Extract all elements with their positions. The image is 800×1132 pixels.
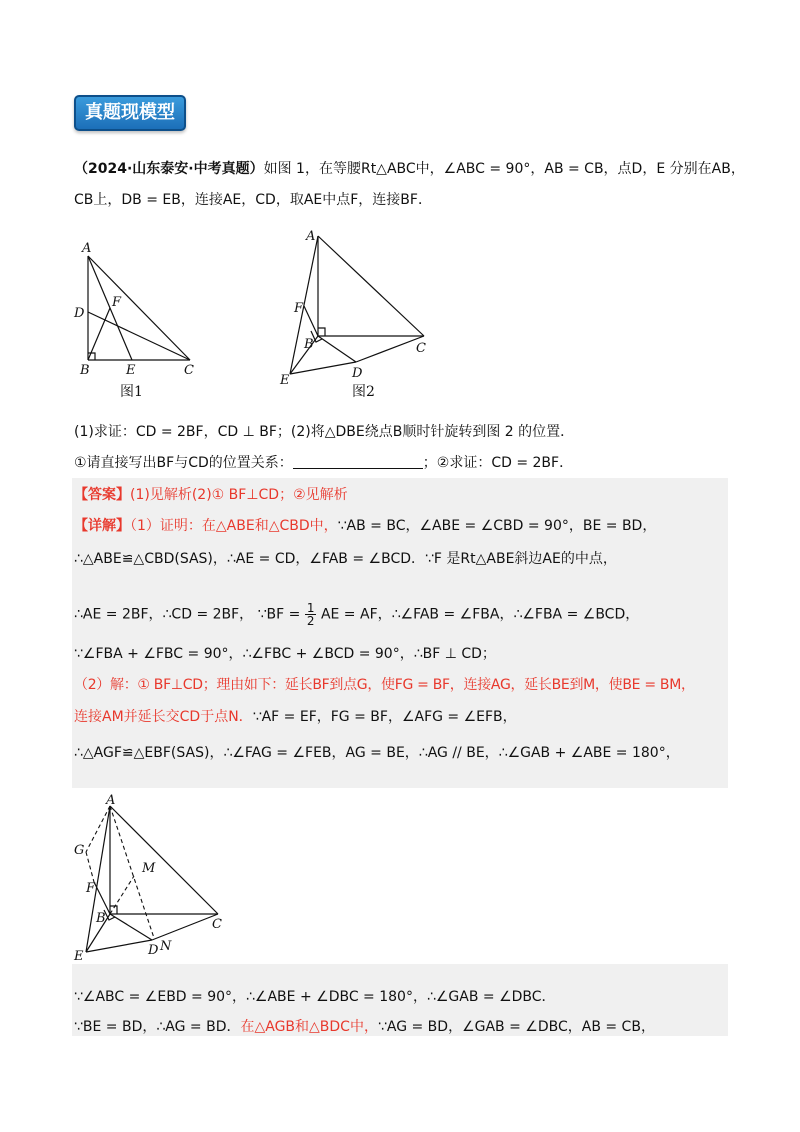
fig2-segment-DC	[356, 336, 424, 362]
detail-line-3	[74, 602, 639, 627]
tail-2b: 在△AGB和△BDC中，	[240, 1019, 378, 1035]
fraction-numerator: 1	[306, 601, 315, 615]
fig3-segment-AC	[110, 806, 218, 914]
answer-label: 【答案】	[74, 487, 130, 503]
section-title-badge: 真题现模型	[74, 95, 186, 131]
detail-6b: ∵AF = EF，FG = BF，∠AFG = ∠EFB，	[252, 709, 517, 725]
detail-1b: ∵AB = BC，∠ABE = ∠CBD = 90°，BE = BD，	[337, 518, 657, 534]
question-2b: ；②求证：CD = 2BF．	[422, 455, 574, 471]
detail-1a: （1）证明：在△ABE和△CBD中，	[130, 518, 338, 534]
detail-line-7: ∴△AGF≌△EBF(SAS)，∴∠FAG = ∠FEB，AG = BE，∴AG // BE，∴∠GAB + ∠ABE = 180°，	[74, 745, 680, 761]
fig1-label-B: B	[80, 363, 90, 378]
fig2-caption: 图2	[352, 384, 375, 400]
fig3-label-G: G	[74, 843, 85, 858]
fig2-label-D: D	[352, 366, 363, 381]
fig3-segment-BD	[110, 914, 152, 940]
question-2a: ①请直接写出BF与CD的位置关系：	[74, 455, 293, 471]
detail-line-1	[74, 515, 656, 535]
question-2	[74, 452, 573, 472]
fig2-label-B: B	[304, 337, 314, 352]
fig3-label-N: N	[160, 939, 172, 954]
problem-text-1: 如图 1，在等腰Rt△ABC中，∠ABC = 90°，AB = CB，点D，E 分别在AB，	[263, 161, 745, 177]
tail-line-2	[74, 1016, 655, 1036]
detail-3a: ∴AE = 2BF，∴CD = 2BF，	[74, 606, 254, 623]
fig3-label-A: A	[106, 793, 116, 808]
question-1: (1)求证：CD = 2BF，CD ⊥ BF；(2)将△DBE绕点B顺时针旋转到图 2 的位置．	[74, 424, 575, 440]
fig2-label-A: A	[306, 229, 316, 244]
fig1-label-C: C	[184, 363, 194, 378]
fraction-denominator: 2	[306, 614, 315, 628]
fig3-label-M: M	[142, 861, 156, 876]
fig2-label-C: C	[416, 341, 426, 356]
fig3-label-D: D	[148, 943, 159, 958]
fig3-label-B: B	[96, 911, 106, 926]
detail-line-4: ∵∠FBA + ∠FBC = 90°，∴∠FBC + ∠BCD = 90°，∴BF ⊥ CD；	[74, 646, 496, 662]
fig3-segment-ED	[86, 940, 152, 952]
detail-line-2: ∴△ABE≌△CBD(SAS)，∴AE = CD，∠FAB = ∠BCD．∵F 是Rt△ABE斜边AE的中点，	[74, 551, 617, 567]
fig2-segment-ED	[290, 362, 356, 374]
fig1-segment-BF	[88, 308, 110, 360]
fraction-one-half	[305, 602, 317, 627]
problem-line-1	[74, 158, 745, 178]
problem-line-2: CB上，DB = EB，连接AE，CD，取AE中点F，连接BF．	[74, 192, 432, 208]
tail-line-1: ∵∠ABC = ∠EBD = 90°，∴∠ABE + ∠DBC = 180°，∴∠GAB = ∠DBC．	[74, 989, 556, 1005]
fig3-label-F: F	[86, 881, 96, 896]
fig1-label-E: E	[126, 363, 136, 378]
fig3-dashed-BM	[110, 876, 134, 914]
answer-line	[74, 484, 348, 504]
detail-6a: 连接AM并延长交CD于点N．	[74, 709, 253, 725]
fig1-segment-DC	[88, 312, 190, 360]
answer-blank[interactable]	[293, 456, 423, 469]
fig3-segment-DC	[152, 914, 218, 940]
fig1-label-D: D	[74, 306, 85, 321]
fig2-segment-BD	[318, 336, 356, 362]
fig2-label-F: F	[294, 301, 304, 316]
detail-label: 【详解】	[74, 518, 130, 534]
fig1-label-A: A	[82, 241, 92, 256]
figure-3	[72, 792, 224, 964]
detail-3b-post: AE = AF，∴∠FAB = ∠FBA，∴∠FBA = ∠BCD，	[320, 606, 640, 623]
answer-text: (1)见解析(2)① BF⊥CD；②见解析	[130, 487, 348, 503]
detail-line-5: （2）解：① BF⊥CD；理由如下：延长BF到点G，使FG = BF，连接AG，延长BE到M，使BE = BM，	[74, 677, 695, 693]
figure-2	[276, 224, 436, 404]
tail-2a: ∵BE = BD，∴AG = BD．	[74, 1019, 241, 1035]
tail-2c: ∵AG = BD，∠GAB = ∠DBC，AB = CB，	[377, 1019, 655, 1035]
fig1-label-F: F	[112, 295, 122, 310]
fig1-segment-AC	[88, 256, 190, 360]
fig1-caption: 图1	[120, 384, 143, 400]
detail-line-6	[74, 706, 517, 726]
figure-1	[72, 236, 202, 404]
fig2-label-E: E	[280, 373, 290, 388]
fig3-label-E: E	[74, 949, 84, 964]
problem-source: （2024·山东泰安·中考真题）	[74, 161, 264, 177]
fig2-segment-AC	[318, 236, 424, 336]
fig3-dashed-GF	[86, 852, 94, 882]
detail-3b-pre: ∵BF =	[257, 606, 301, 623]
fig3-label-C: C	[212, 917, 222, 932]
fig2-right-angle-mark-1	[318, 328, 325, 336]
fig3-segment-FB	[94, 882, 110, 914]
